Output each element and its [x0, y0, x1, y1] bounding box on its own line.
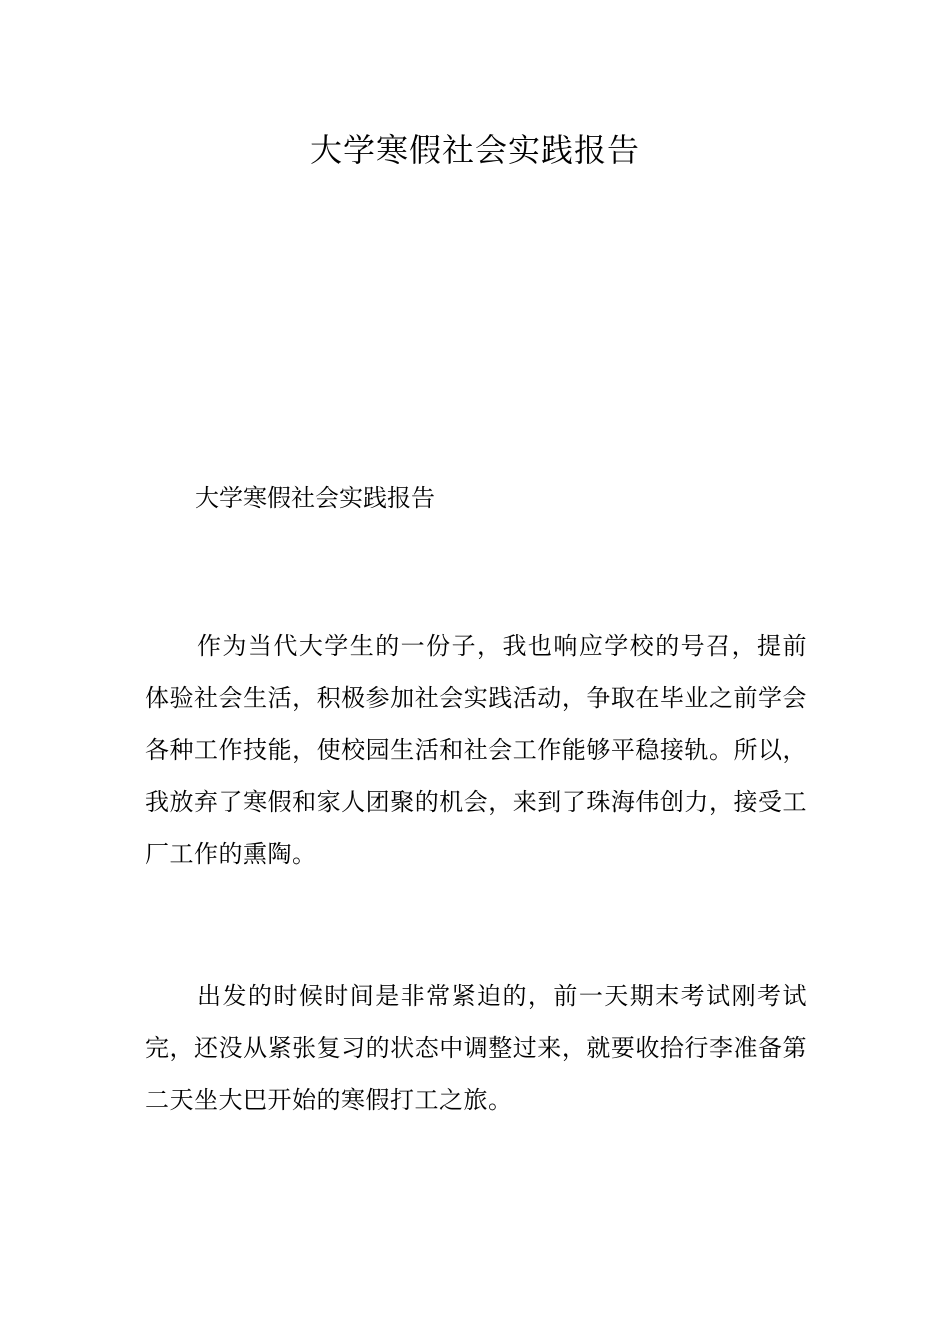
document-title: 大学寒假社会实践报告	[309, 131, 640, 169]
paragraph-2: 出发的时候时间是非常紧迫的，前一天期末考试刚考试完，还没从紧张复习的状态中调整过来，就要收拾行李准备第二天坐大巴开始的寒假打工之旅。	[145, 982, 807, 1114]
document-subtitle: 大学寒假社会实践报告	[195, 484, 435, 512]
paragraph-1: 作为当代大学生的一份子，我也响应学校的号召，提前体验社会生活，积极参加社会实践活动，争取在毕业之前学会各种工作技能，使校园生活和社会工作能够平稳接轨。所以，我放弃了寒假和家人团聚的机会，来到了珠海伟创力，接受工厂工作的熏陶。	[145, 632, 807, 868]
